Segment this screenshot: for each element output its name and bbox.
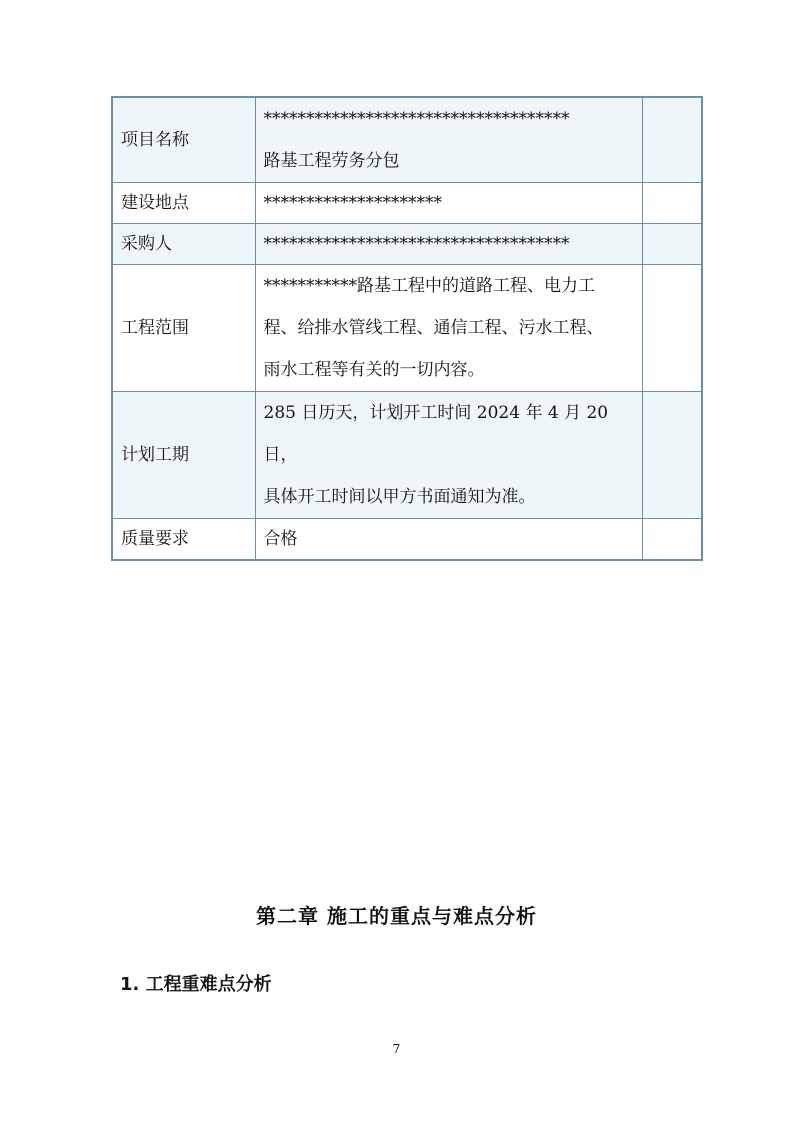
row-label: 质量要求 — [112, 519, 255, 561]
row-value — [255, 392, 643, 519]
value-line: 程、给排水管线工程、通信工程、污水工程、 — [263, 318, 604, 338]
row-extra-cell — [643, 392, 702, 519]
value-line: ************************************ — [263, 109, 570, 129]
table-row-purchaser — [112, 224, 702, 265]
value-line: 285 日历天，计划开工时间 2024 年 4 月 20 日， — [263, 403, 609, 465]
value-line: ********************* — [263, 193, 443, 213]
table-row-planned-duration — [112, 392, 702, 519]
row-extra-cell — [643, 224, 702, 265]
value-line: 雨水工程等有关的一切内容。 — [263, 360, 485, 380]
row-value — [255, 265, 643, 392]
chapter-title: 第二章 施工的重点与难点分析 — [256, 904, 537, 928]
row-extra-cell — [643, 519, 702, 561]
table-row-construction-site — [112, 183, 702, 224]
project-info-table — [111, 96, 703, 561]
row-label: 项目名称 — [112, 97, 255, 183]
page-number: 7 — [392, 1042, 401, 1056]
table-row-project-name — [112, 97, 702, 183]
row-value — [255, 97, 643, 183]
row-value — [255, 519, 643, 561]
row-label: 工程范围 — [112, 265, 255, 392]
row-extra-cell — [643, 97, 702, 183]
value-line: 具体开工时间以甲方书面通知为准。 — [263, 487, 536, 507]
value-line: ***********路基工程中的道路工程、电力工 — [263, 276, 596, 296]
value-line: 路基工程劳务分包 — [263, 151, 400, 171]
section-title: 1. 工程重难点分析 — [120, 974, 272, 995]
value-line: ************************************ — [263, 234, 570, 254]
table-row-project-scope — [112, 265, 702, 392]
row-extra-cell — [643, 265, 702, 392]
row-label: 建设地点 — [112, 183, 255, 224]
row-label: 计划工期 — [112, 392, 255, 519]
value-line: 合格 — [263, 529, 298, 549]
row-value — [255, 224, 643, 265]
row-label: 采购人 — [112, 224, 255, 265]
table-row-quality-requirement — [112, 519, 702, 561]
row-extra-cell — [643, 183, 702, 224]
row-value — [255, 183, 643, 224]
